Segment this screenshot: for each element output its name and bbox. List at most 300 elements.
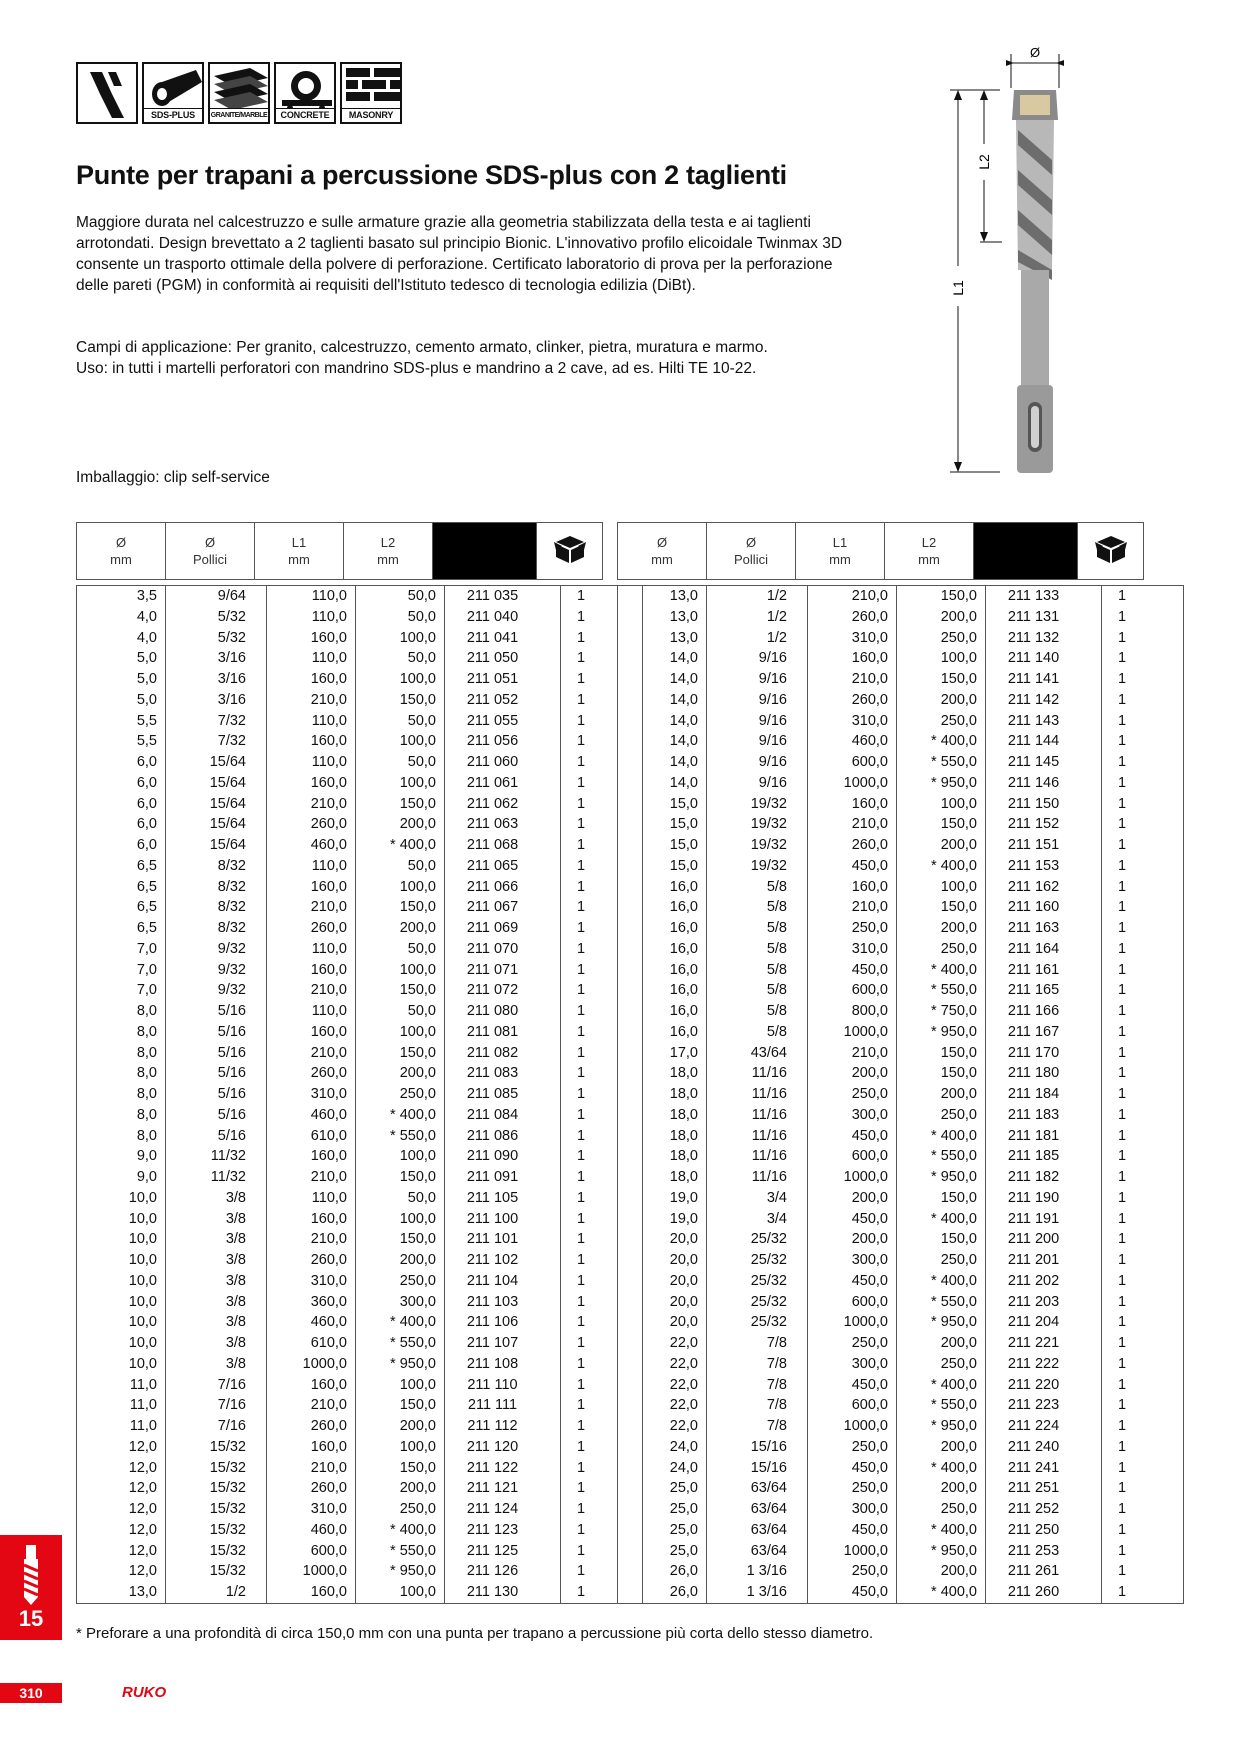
l1-cell: 260,0 — [267, 1478, 356, 1499]
diameter-inch-cell: 9/16 — [707, 731, 808, 752]
article-number-cell: 211 164 — [986, 939, 1102, 960]
l2-cell: 150,0 — [356, 690, 445, 711]
article-number-cell: 211 072 — [445, 980, 561, 1001]
pack-qty-cell: 1 — [561, 1437, 643, 1458]
l1-cell: 160,0 — [267, 628, 356, 649]
article-number-cell: 211 090 — [445, 1146, 561, 1167]
l2-cell: * 400,0 — [897, 1209, 986, 1230]
header-cell: Ø Pollici — [707, 523, 796, 580]
article-number-cell: 211 163 — [986, 918, 1102, 939]
diameter-inch-cell: 3/8 — [166, 1312, 267, 1333]
diameter-mm-cell: 5,5 — [77, 711, 166, 732]
diameter-mm-cell: 18,0 — [618, 1063, 707, 1084]
l1-cell: 160,0 — [267, 1375, 356, 1396]
l1-cell: 250,0 — [808, 1333, 897, 1354]
l1-cell: 210,0 — [267, 1458, 356, 1479]
table-header-left — [76, 522, 603, 580]
table-row — [618, 918, 1184, 939]
diameter-mm-cell: 6,5 — [77, 918, 166, 939]
table-row — [77, 648, 643, 669]
pack-qty-cell: 1 — [561, 1126, 643, 1147]
diameter-inch-cell: 1/2 — [166, 1582, 267, 1603]
diameter-inch-cell: 3/8 — [166, 1292, 267, 1313]
article-number-cell: 211 162 — [986, 877, 1102, 898]
pack-qty-cell: 1 — [1102, 1292, 1184, 1313]
diameter-inch-cell: 8/32 — [166, 918, 267, 939]
pack-qty-cell: 1 — [561, 669, 643, 690]
pack-qty-cell: 1 — [561, 1499, 643, 1520]
diameter-inch-cell: 15/16 — [707, 1437, 808, 1458]
l1-cell: 160,0 — [267, 731, 356, 752]
table-row — [77, 877, 643, 898]
table-row — [618, 1499, 1184, 1520]
article-number-cell: 211 253 — [986, 1541, 1102, 1562]
l2-cell: 200,0 — [356, 1478, 445, 1499]
table-row — [77, 835, 643, 856]
l2-cell: * 550,0 — [356, 1126, 445, 1147]
l1-cell: 1000,0 — [267, 1354, 356, 1375]
l1-cell: 160,0 — [808, 794, 897, 815]
l2-cell: 200,0 — [356, 1416, 445, 1437]
article-number-cell: 211 060 — [445, 752, 561, 773]
table-row — [618, 1250, 1184, 1271]
article-number-cell: 211 083 — [445, 1063, 561, 1084]
diameter-inch-cell: 11/32 — [166, 1146, 267, 1167]
diameter-inch-cell: 3/8 — [166, 1333, 267, 1354]
diameter-mm-cell: 6,5 — [77, 877, 166, 898]
diameter-mm-cell: 18,0 — [618, 1146, 707, 1167]
article-number-cell: 211 161 — [986, 960, 1102, 981]
pack-qty-cell: 1 — [1102, 1458, 1184, 1479]
article-number-cell: 211 200 — [986, 1229, 1102, 1250]
l2-cell: * 550,0 — [897, 752, 986, 773]
pack-qty-cell: 1 — [561, 1229, 643, 1250]
article-number-cell: 211 081 — [445, 1022, 561, 1043]
pack-qty-cell: 1 — [561, 1084, 643, 1105]
l1-cell: 260,0 — [808, 690, 897, 711]
pack-qty-cell: 1 — [561, 1395, 643, 1416]
diameter-inch-cell: 5/8 — [707, 918, 808, 939]
l2-cell: 200,0 — [356, 1063, 445, 1084]
table-row — [77, 1333, 643, 1354]
header-cell: Ø Pollici — [166, 523, 255, 580]
usage-text: Uso: in tutti i martelli perforatori con mandrino SDS-plus e mandrino a 2 cave, ad es. Hilti TE 10-22. — [76, 360, 757, 377]
l1-cell: 260,0 — [267, 814, 356, 835]
table-row — [77, 1250, 643, 1271]
article-number-cell: 211 146 — [986, 773, 1102, 794]
l2-cell: 150,0 — [356, 1458, 445, 1479]
l2-cell: 50,0 — [356, 939, 445, 960]
article-number-cell: 211 051 — [445, 669, 561, 690]
l2-cell: 200,0 — [897, 607, 986, 628]
l1-cell: 450,0 — [808, 1520, 897, 1541]
table-row — [77, 794, 643, 815]
table-row — [618, 877, 1184, 898]
l2-cell: * 550,0 — [897, 1395, 986, 1416]
diameter-inch-cell: 3/16 — [166, 690, 267, 711]
article-number-cell: 211 167 — [986, 1022, 1102, 1043]
article-number-cell: 211 070 — [445, 939, 561, 960]
diameter-mm-cell: 20,0 — [618, 1292, 707, 1313]
table-row — [618, 1416, 1184, 1437]
l2-cell: 150,0 — [897, 1043, 986, 1064]
pack-qty-cell: 1 — [1102, 711, 1184, 732]
diameter-mm-cell: 10,0 — [77, 1292, 166, 1313]
diameter-mm-cell: 22,0 — [618, 1395, 707, 1416]
l1-cell: 160,0 — [267, 1022, 356, 1043]
l2-cell: 100,0 — [897, 877, 986, 898]
pack-qty-cell: 1 — [1102, 628, 1184, 649]
l1-cell: 450,0 — [808, 1126, 897, 1147]
diameter-mm-cell: 14,0 — [618, 773, 707, 794]
article-number-cell: 211 056 — [445, 731, 561, 752]
l1-cell: 160,0 — [267, 877, 356, 898]
diameter-mm-cell: 12,0 — [77, 1437, 166, 1458]
header-cell: L2 mm — [885, 523, 974, 580]
pack-qty-cell: 1 — [561, 794, 643, 815]
article-number-cell: 211 120 — [445, 1437, 561, 1458]
table-row — [77, 669, 643, 690]
l1-cell: 160,0 — [267, 1209, 356, 1230]
diameter-mm-cell: 10,0 — [77, 1333, 166, 1354]
diameter-mm-cell: 8,0 — [77, 1043, 166, 1064]
table-row — [77, 1375, 643, 1396]
diameter-inch-cell: 8/32 — [166, 897, 267, 918]
l2-cell: * 950,0 — [897, 1541, 986, 1562]
l1-cell: 460,0 — [808, 731, 897, 752]
diameter-inch-cell: 63/64 — [707, 1541, 808, 1562]
table-row — [618, 1478, 1184, 1499]
article-number-cell: 211 080 — [445, 1001, 561, 1022]
article-number-cell: 211 085 — [445, 1084, 561, 1105]
l2-cell: 200,0 — [897, 1333, 986, 1354]
l2-cell: 150,0 — [897, 814, 986, 835]
l2-cell: * 400,0 — [897, 1375, 986, 1396]
diameter-mm-cell: 18,0 — [618, 1084, 707, 1105]
pack-qty-cell: 1 — [561, 980, 643, 1001]
pack-qty-cell: 1 — [561, 1333, 643, 1354]
diameter-mm-cell: 6,0 — [77, 835, 166, 856]
diameter-mm-cell: 16,0 — [618, 1022, 707, 1043]
pack-qty-cell: 1 — [1102, 856, 1184, 877]
l2-cell: * 950,0 — [356, 1561, 445, 1582]
l1-cell: 260,0 — [808, 607, 897, 628]
diameter-mm-cell: 8,0 — [77, 1126, 166, 1147]
pack-qty-cell: 1 — [561, 918, 643, 939]
l2-cell: * 400,0 — [897, 1271, 986, 1292]
pack-qty-cell: 1 — [561, 628, 643, 649]
section-tab — [0, 1535, 62, 1640]
article-number-cell: 211 140 — [986, 648, 1102, 669]
table-row — [618, 669, 1184, 690]
l1-cell: 300,0 — [808, 1499, 897, 1520]
diameter-inch-cell: 5/8 — [707, 1022, 808, 1043]
l1-cell: 1000,0 — [808, 1541, 897, 1562]
l2-cell: 50,0 — [356, 586, 445, 607]
l1-cell: 210,0 — [808, 814, 897, 835]
diameter-inch-cell: 3/16 — [166, 648, 267, 669]
l2-cell: 150,0 — [356, 1395, 445, 1416]
l2-cell: 250,0 — [356, 1084, 445, 1105]
article-number-cell: 211 133 — [986, 586, 1102, 607]
diameter-mm-cell: 26,0 — [618, 1582, 707, 1603]
diameter-mm-cell: 26,0 — [618, 1561, 707, 1582]
diameter-inch-cell: 15/64 — [166, 752, 267, 773]
l1-cell: 1000,0 — [808, 1022, 897, 1043]
pack-qty-cell: 1 — [1102, 980, 1184, 1001]
table-row — [77, 1043, 643, 1064]
article-number-cell: 211 105 — [445, 1188, 561, 1209]
article-number-cell: 211 180 — [986, 1063, 1102, 1084]
diameter-mm-cell: 10,0 — [77, 1271, 166, 1292]
l2-cell: 50,0 — [356, 752, 445, 773]
pack-qty-cell: 1 — [561, 1188, 643, 1209]
article-number-cell: 211 130 — [445, 1582, 561, 1603]
spec-table-right — [617, 585, 1184, 1604]
diameter-inch-cell: 15/32 — [166, 1458, 267, 1479]
l2-cell: * 950,0 — [897, 1312, 986, 1333]
diameter-mm-cell: 14,0 — [618, 669, 707, 690]
diameter-mm-cell: 18,0 — [618, 1105, 707, 1126]
pack-qty-cell: 1 — [561, 731, 643, 752]
concrete-icon — [274, 62, 336, 124]
diameter-inch-cell: 3/8 — [166, 1188, 267, 1209]
diameter-mm-cell: 9,0 — [77, 1146, 166, 1167]
table-row — [77, 1582, 643, 1603]
article-number-cell: 211 252 — [986, 1499, 1102, 1520]
diameter-inch-cell: 43/64 — [707, 1043, 808, 1064]
diameter-inch-cell: 11/16 — [707, 1063, 808, 1084]
table-row — [618, 1126, 1184, 1147]
l2-cell: 200,0 — [356, 918, 445, 939]
diameter-mm-cell: 8,0 — [77, 1022, 166, 1043]
l1-cell: 260,0 — [267, 918, 356, 939]
diameter-inch-cell: 1 3/16 — [707, 1582, 808, 1603]
diameter-inch-cell: 5/16 — [166, 1105, 267, 1126]
diameter-inch-cell: 15/32 — [166, 1561, 267, 1582]
l2-cell: * 400,0 — [897, 960, 986, 981]
table-row — [77, 1188, 643, 1209]
article-number-cell: 211 123 — [445, 1520, 561, 1541]
table-row — [618, 1375, 1184, 1396]
table-row — [77, 1312, 643, 1333]
l2-cell: 150,0 — [356, 1043, 445, 1064]
pack-qty-cell: 1 — [1102, 1375, 1184, 1396]
diameter-mm-cell: 8,0 — [77, 1084, 166, 1105]
pack-qty-cell: 1 — [561, 835, 643, 856]
table-row — [77, 1229, 643, 1250]
article-number-cell: 211 071 — [445, 960, 561, 981]
article-number-cell: 211 062 — [445, 794, 561, 815]
diameter-inch-cell: 15/32 — [166, 1541, 267, 1562]
table-row — [77, 731, 643, 752]
diameter-inch-cell: 5/32 — [166, 628, 267, 649]
l1-cell: 110,0 — [267, 711, 356, 732]
l2-cell: 100,0 — [356, 1022, 445, 1043]
l1-cell: 300,0 — [808, 1105, 897, 1126]
diameter-inch-cell: 5/16 — [166, 1022, 267, 1043]
pack-qty-cell: 1 — [1102, 690, 1184, 711]
table-row — [618, 773, 1184, 794]
table-row — [618, 897, 1184, 918]
pack-qty-cell: 1 — [561, 1167, 643, 1188]
pack-qty-cell: 1 — [1102, 939, 1184, 960]
diameter-mm-cell: 25,0 — [618, 1499, 707, 1520]
article-number-cell: 211 102 — [445, 1250, 561, 1271]
diameter-inch-cell: 15/32 — [166, 1437, 267, 1458]
l1-cell: 450,0 — [808, 1375, 897, 1396]
header-cell: Ø mm — [77, 523, 166, 580]
pack-qty-cell: 1 — [1102, 648, 1184, 669]
diameter-mm-cell: 16,0 — [618, 1001, 707, 1022]
table-row — [77, 773, 643, 794]
pack-qty-cell: 1 — [1102, 1001, 1184, 1022]
diameter-mm-cell: 11,0 — [77, 1416, 166, 1437]
article-number-cell: 211 069 — [445, 918, 561, 939]
l1-cell: 1000,0 — [808, 773, 897, 794]
pack-qty-cell: 1 — [561, 1105, 643, 1126]
pack-qty-cell: 1 — [561, 897, 643, 918]
diameter-inch-cell: 5/8 — [707, 1001, 808, 1022]
article-number-header — [974, 523, 1078, 580]
pack-qty-cell: 1 — [561, 1146, 643, 1167]
l1-cell: 600,0 — [808, 1146, 897, 1167]
l1-cell: 460,0 — [267, 1520, 356, 1541]
diameter-inch-cell: 9/32 — [166, 939, 267, 960]
l1-cell: 200,0 — [808, 1063, 897, 1084]
diameter-mm-cell: 18,0 — [618, 1126, 707, 1147]
l2-cell: 150,0 — [897, 669, 986, 690]
pack-qty-cell: 1 — [1102, 1063, 1184, 1084]
article-number-cell: 211 110 — [445, 1375, 561, 1396]
diameter-mm-cell: 10,0 — [77, 1312, 166, 1333]
pack-qty-cell: 1 — [1102, 731, 1184, 752]
l1-cell: 460,0 — [267, 1312, 356, 1333]
diameter-inch-cell: 7/32 — [166, 711, 267, 732]
table-row — [618, 1167, 1184, 1188]
l1-cell: 210,0 — [808, 586, 897, 607]
l1-cell: 260,0 — [267, 1063, 356, 1084]
article-number-cell: 211 250 — [986, 1520, 1102, 1541]
diameter-inch-cell: 15/16 — [707, 1458, 808, 1479]
pack-qty-cell: 1 — [1102, 752, 1184, 773]
l1-cell: 110,0 — [267, 586, 356, 607]
article-number-cell: 211 150 — [986, 794, 1102, 815]
pack-qty-cell: 1 — [561, 1541, 643, 1562]
diameter-mm-cell: 7,0 — [77, 939, 166, 960]
l2-cell: 150,0 — [897, 1063, 986, 1084]
article-number-cell: 211 125 — [445, 1541, 561, 1562]
table-row — [618, 856, 1184, 877]
diameter-inch-cell: 25/32 — [707, 1250, 808, 1271]
table-row — [77, 1209, 643, 1230]
l2-cell: 50,0 — [356, 1001, 445, 1022]
table-row — [618, 794, 1184, 815]
diameter-inch-cell: 63/64 — [707, 1499, 808, 1520]
diameter-mm-cell: 9,0 — [77, 1167, 166, 1188]
diameter-inch-cell: 5/16 — [166, 1001, 267, 1022]
l2-cell: * 400,0 — [356, 1312, 445, 1333]
table-row — [618, 1292, 1184, 1313]
pack-qty-cell: 1 — [561, 586, 643, 607]
diameter-mm-cell: 10,0 — [77, 1209, 166, 1230]
table-row — [77, 1499, 643, 1520]
diameter-inch-cell: 11/16 — [707, 1105, 808, 1126]
l1-cell: 310,0 — [267, 1499, 356, 1520]
article-number-cell: 211 061 — [445, 773, 561, 794]
article-number-cell: 211 153 — [986, 856, 1102, 877]
pack-qty-cell: 1 — [1102, 1105, 1184, 1126]
l1-cell: 110,0 — [267, 856, 356, 877]
pack-qty-cell: 1 — [1102, 1333, 1184, 1354]
diameter-mm-cell: 5,0 — [77, 648, 166, 669]
table-row — [77, 980, 643, 1001]
diameter-mm-cell: 18,0 — [618, 1167, 707, 1188]
l2-cell: * 950,0 — [897, 1167, 986, 1188]
table-row — [77, 1458, 643, 1479]
l2-cell: 250,0 — [897, 1105, 986, 1126]
pack-qty-cell: 1 — [1102, 1499, 1184, 1520]
table-row — [77, 752, 643, 773]
l1-cell: 310,0 — [808, 711, 897, 732]
icon-caption: GRANITE/MARBLE — [210, 108, 268, 122]
pack-qty-cell: 1 — [1102, 814, 1184, 835]
diameter-inch-cell: 9/16 — [707, 773, 808, 794]
pack-qty-cell: 1 — [561, 711, 643, 732]
pack-qty-cell: 1 — [561, 1209, 643, 1230]
page-title: Punte per trapani a percussione SDS-plus con 2 taglienti — [76, 160, 787, 190]
diameter-inch-cell: 7/16 — [166, 1375, 267, 1396]
pack-qty-cell: 1 — [1102, 1582, 1184, 1603]
diameter-mm-cell: 10,0 — [77, 1229, 166, 1250]
l1-cell: 310,0 — [808, 628, 897, 649]
l1-cell: 160,0 — [808, 648, 897, 669]
table-row — [618, 1520, 1184, 1541]
table-row — [618, 586, 1184, 607]
pack-qty-cell: 1 — [561, 1458, 643, 1479]
drill-drawing — [940, 40, 1100, 495]
table-row — [77, 1478, 643, 1499]
pack-qty-cell: 1 — [561, 1375, 643, 1396]
diameter-inch-cell: 5/16 — [166, 1084, 267, 1105]
table-row — [618, 1541, 1184, 1562]
article-number-cell: 211 111 — [445, 1395, 561, 1416]
l1-cell: 210,0 — [267, 1043, 356, 1064]
l1-cell: 160,0 — [267, 773, 356, 794]
diameter-inch-cell: 3/16 — [166, 669, 267, 690]
table-row — [77, 1084, 643, 1105]
l1-cell: 110,0 — [267, 752, 356, 773]
l2-cell: 250,0 — [897, 1250, 986, 1271]
article-number-cell: 211 141 — [986, 669, 1102, 690]
diameter-mm-cell: 10,0 — [77, 1354, 166, 1375]
diameter-mm-cell: 12,0 — [77, 1458, 166, 1479]
diameter-inch-cell: 19/32 — [707, 856, 808, 877]
article-number-cell: 211 165 — [986, 980, 1102, 1001]
diameter-mm-cell: 16,0 — [618, 980, 707, 1001]
pack-qty-cell: 1 — [561, 856, 643, 877]
pack-qty-cell: 1 — [1102, 1561, 1184, 1582]
pack-qty-cell: 1 — [1102, 1271, 1184, 1292]
l2-cell: 100,0 — [356, 1375, 445, 1396]
article-number-cell: 211 261 — [986, 1561, 1102, 1582]
l1-cell: 460,0 — [267, 1105, 356, 1126]
diameter-inch-cell: 11/32 — [166, 1167, 267, 1188]
pack-qty-cell: 1 — [561, 1354, 643, 1375]
l1-cell: 200,0 — [808, 1188, 897, 1209]
pack-qty-cell: 1 — [561, 773, 643, 794]
diameter-label: Ø — [1029, 45, 1041, 60]
